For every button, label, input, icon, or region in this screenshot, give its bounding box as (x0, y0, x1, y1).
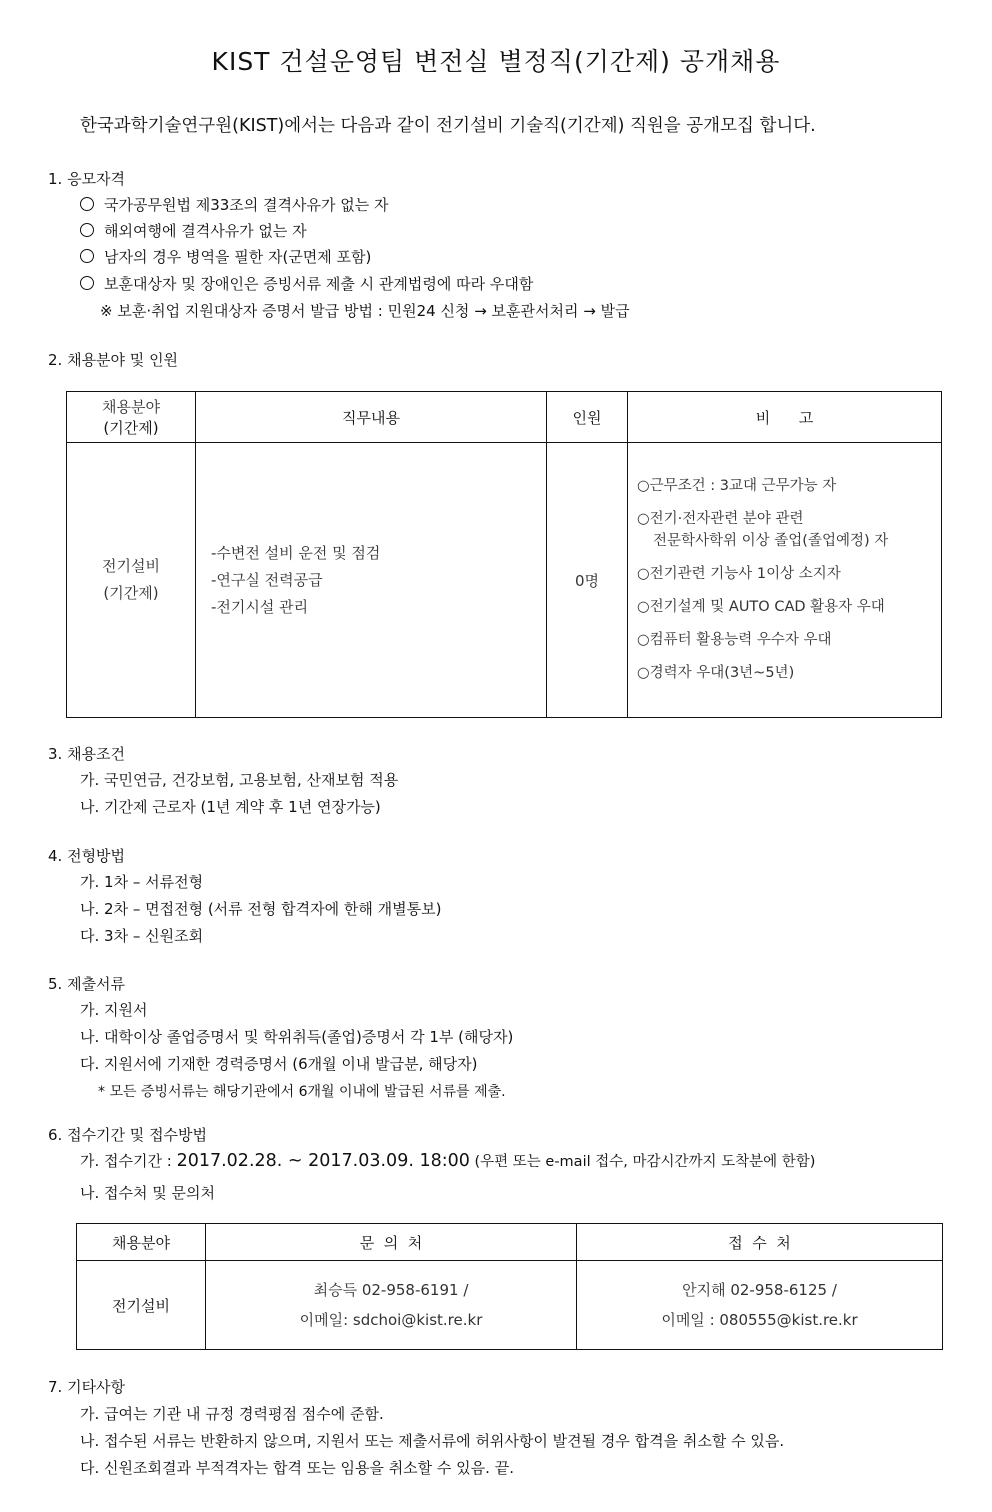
field-cell: 전기설비 (77, 1261, 206, 1350)
reception-email: 이메일 : 080555@kist.re.kr (661, 1311, 858, 1329)
table-header-row (67, 392, 942, 443)
inquiry-email: 이메일: sdchoi@kist.re.kr (299, 1311, 483, 1329)
reception-cell: 안지해 02-958-6125 / 이메일 : 080555@kist.re.kr (577, 1261, 943, 1350)
circle-bullet-icon (80, 276, 94, 290)
table-header-row (77, 1224, 943, 1261)
header-field: 채용분야 (기간제) (67, 392, 196, 443)
header-field: 채용분야 (77, 1224, 206, 1261)
table-row (77, 1261, 943, 1350)
contact-label: 나. 접수처 및 문의처 (80, 1184, 215, 1202)
remarks-cell: ○근무조건 : 3교대 근무가능 자 ○전기·전자관련 분야 관련 전문학사학위 이상 졸업(졸업예정) 자 ○전기관련 기능사 1이상 소지자 ○전기설계 및 AUTO CAD 활용자 우대 ○컴퓨터 활용능력 우수자 우대 ○경력자 우대(3년~5년) (628, 443, 942, 718)
header-count: 인원 (547, 392, 628, 443)
condition-item: 나. 기간제 근로자 (1년 계약 후 1년 연장가능) (80, 798, 381, 816)
field-cell: 전기설비 (기간제) (67, 443, 196, 718)
page-title: KIST 건설운영팀 변전실 별정직(기간제) 공개채용 (211, 47, 781, 76)
section-1-heading: 1. 응모자격 (48, 170, 126, 188)
application-period: 가. 접수기간 : 2017.02.28. ~ 2017.03.09. 18:00 (우편 또는 e-mail 접수, 마감시간까지 도착분에 한함) (80, 1151, 816, 1171)
qualification-item: 해외여행에 결격사유가 없는 자 (80, 220, 307, 241)
duties-cell: -수변전 설비 운전 및 점검 -연구실 전력공급 -전기시설 관리 (196, 443, 547, 718)
process-item: 나. 2차 – 면접전형 (서류 전형 합격자에 한해 개별통보) (80, 900, 442, 918)
document-item: 다. 지원서에 기재한 경력증명서 (6개월 이내 발급분, 해당자) (80, 1055, 478, 1073)
process-item: 가. 1차 – 서류전형 (80, 873, 204, 891)
circle-bullet-icon (80, 249, 94, 263)
inquiry-cell: 최승득 02-958-6191 / 이메일: sdchoi@kist.re.kr (206, 1261, 577, 1350)
header-inquiry: 문 의 처 (206, 1224, 577, 1261)
document-note: * 모든 증빙서류는 해당기관에서 6개월 이내에 발급된 서류를 제출. (98, 1084, 506, 1100)
document-item: 나. 대학이상 졸업증명서 및 학위취득(졸업)증명서 각 1부 (해당자) (80, 1028, 514, 1046)
section-4-heading: 4. 전형방법 (48, 847, 126, 865)
header-remarks: 비 고 (628, 392, 942, 443)
section-7-heading: 7. 기타사항 (48, 1378, 126, 1396)
table-row (67, 443, 942, 718)
misc-item: 나. 접수된 서류는 반환하지 않으며, 지원서 또는 제출서류에 허위사항이 발견될 경우 합격을 취소할 수 있음. (80, 1432, 785, 1450)
process-item: 다. 3차 – 신원조회 (80, 927, 204, 945)
circle-bullet-icon (80, 197, 94, 211)
recruitment-table (66, 391, 942, 718)
misc-item: 가. 급여는 기관 내 규정 경력평점 점수에 준함. (80, 1405, 384, 1423)
contact-table (76, 1223, 943, 1350)
section-5-heading: 5. 제출서류 (48, 975, 126, 993)
qualification-item: 국가공무원법 제33조의 결격사유가 없는 자 (80, 194, 389, 215)
header-duties: 직무내용 (196, 392, 547, 443)
header-reception: 접 수 처 (577, 1224, 943, 1261)
qualification-item: 보훈대상자 및 장애인은 증빙서류 제출 시 관계법령에 따라 우대함 (80, 273, 533, 294)
section-2-heading: 2. 채용분야 및 인원 (48, 351, 179, 369)
section-3-heading: 3. 채용조건 (48, 745, 126, 763)
document-item: 가. 지원서 (80, 1001, 148, 1019)
intro-text: 한국과학기술연구원(KIST)에서는 다음과 같이 전기설비 기술직(기간제) 직원을 공개모집 합니다. (80, 116, 816, 136)
condition-item: 가. 국민연금, 건강보험, 고용보험, 산재보험 적용 (80, 771, 399, 789)
circle-bullet-icon (80, 223, 94, 237)
section-6-heading: 6. 접수기간 및 접수방법 (48, 1126, 208, 1144)
count-cell: 0명 (547, 443, 628, 718)
qualification-note: ※ 보훈·취업 지원대상자 증명서 발급 방법 : 민원24 신청 → 보훈관서처리 → 발급 (100, 302, 630, 320)
misc-item: 다. 신원조회결과 부적격자는 합격 또는 임용을 취소할 수 있음. 끝. (80, 1459, 514, 1477)
qualification-item: 남자의 경우 병역을 필한 자(군면제 포함) (80, 246, 371, 267)
